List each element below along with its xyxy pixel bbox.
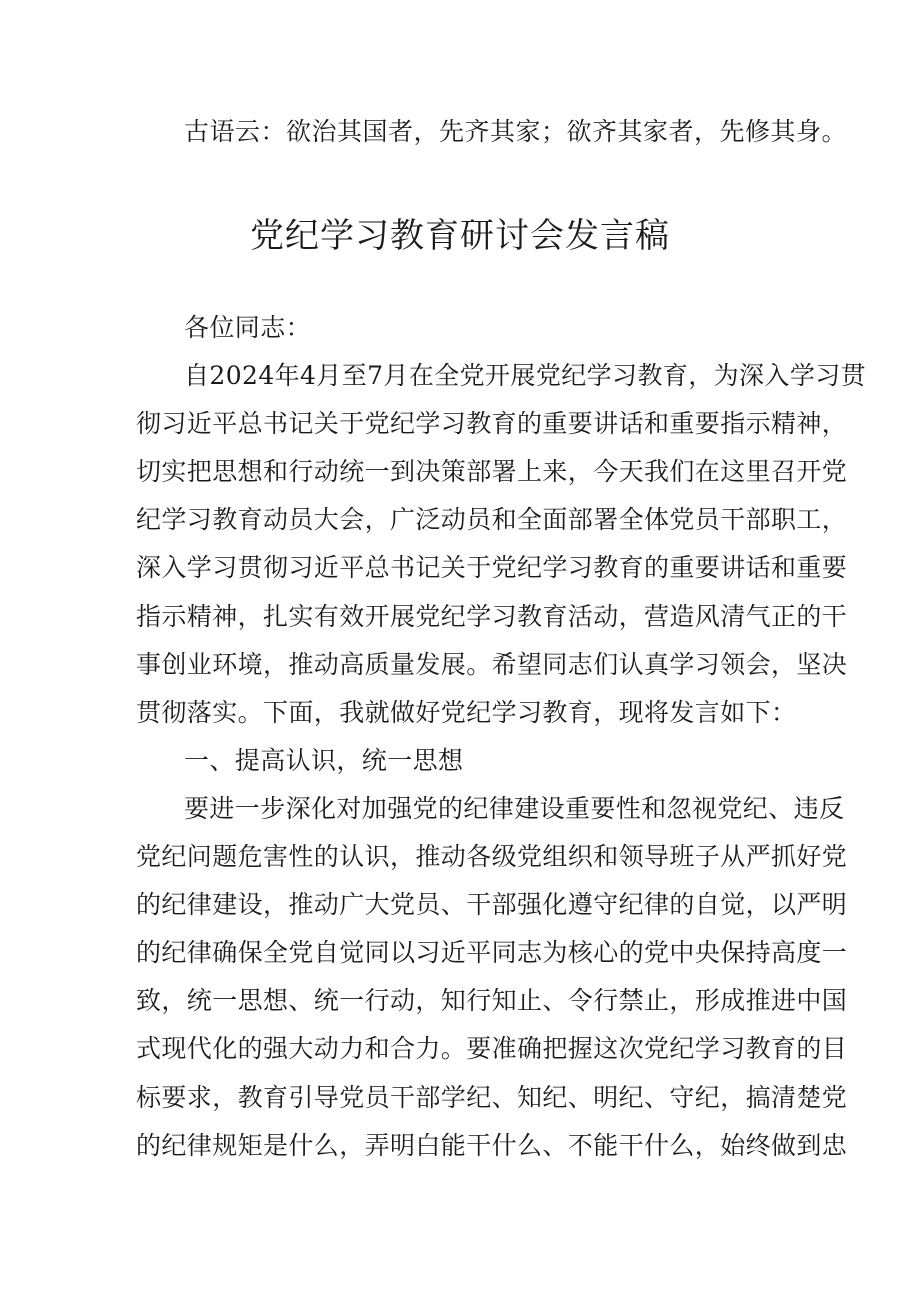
paragraph-line: 事创业环境，推动高质量发展。希望同志们认真学习领会，坚决 — [136, 649, 848, 679]
paragraph-line: 指示精神，扎实有效开展党纪学习教育活动，营造风清气正的干 — [136, 601, 848, 631]
opening-quote: 古语云：欲治其国者，先齐其家；欲齐其家者，先修其身。 — [184, 117, 848, 146]
salutation-line: 各位同志： — [184, 313, 312, 342]
paragraph-line: 自2024年4月至7月在全党开展党纪学习教育，为深入学习贯 — [184, 361, 867, 391]
paragraph-line: 的纪律规矩是什么，弄明白能干什么、不能干什么，始终做到忠 — [136, 1130, 848, 1160]
paragraph-line: 式现代化的强大动力和合力。要准确把握这次党纪学习教育的目 — [136, 1034, 848, 1064]
paragraph-line: 标要求，教育引导党员干部学纪、知纪、明纪、守纪，搞清楚党 — [136, 1082, 848, 1112]
paragraph-line: 深入学习贯彻习近平总书记关于党纪学习教育的重要讲话和重要 — [136, 553, 848, 583]
paragraph-line: 切实把思想和行动统一到决策部署上来，今天我们在这里召开党 — [136, 457, 848, 487]
document-title: 党纪学习教育研讨会发言稿 — [250, 216, 670, 256]
paragraph-line: 的纪律建设，推动广大党员、干部强化遵守纪律的自觉，以严明 — [136, 890, 848, 920]
paragraph-line: 要进一步深化对加强党的纪律建设重要性和忽视党纪、违反 — [184, 793, 845, 823]
paragraph-line: 纪学习教育动员大会，广泛动员和全面部署全体党员干部职工， — [136, 505, 848, 535]
section-heading: 一、提高认识，统一思想 — [184, 745, 464, 775]
paragraph-line: 彻习近平总书记关于党纪学习教育的重要讲话和重要指示精神， — [136, 409, 848, 439]
paragraph-line: 党纪问题危害性的认识，推动各级党组织和领导班子从严抓好党 — [136, 842, 848, 872]
paragraph-line: 贯彻落实。下面，我就做好党纪学习教育，现将发言如下： — [136, 697, 797, 727]
paragraph-line: 致，统一思想、统一行动，知行知止、令行禁止，形成推进中国 — [136, 986, 848, 1016]
paragraph-line: 的纪律确保全党自觉同以习近平同志为核心的党中央保持高度一 — [136, 938, 848, 968]
document-body — [136, 304, 867, 1170]
